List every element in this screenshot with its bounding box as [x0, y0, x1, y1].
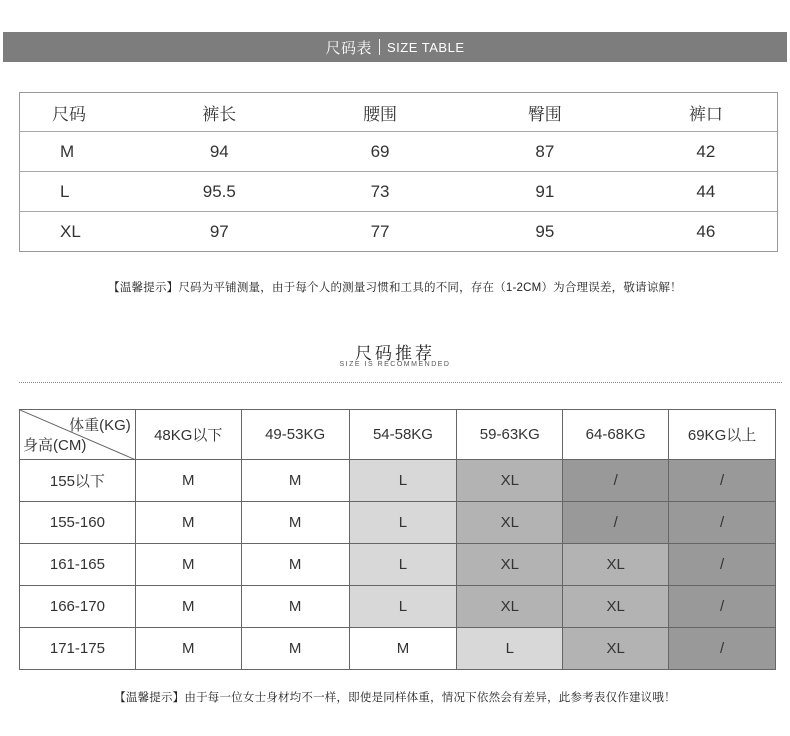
size-table-row — [20, 212, 778, 252]
height-label-cell: 166-170 — [20, 586, 136, 628]
size-header-cell: 腰围 — [305, 93, 455, 132]
recommend-cell: M — [349, 628, 457, 670]
height-label-cell: 161-165 — [20, 544, 136, 586]
recommend-cell: M — [241, 586, 349, 628]
recommend-title: 尺码推荐 — [355, 344, 435, 363]
recommend-row — [20, 460, 776, 502]
size-header-cell: 尺码 — [20, 93, 134, 132]
recommend-row — [20, 544, 776, 586]
weight-header-cell: 64-68KG — [563, 410, 669, 460]
size-cell: 95.5 — [133, 172, 305, 212]
size-cell: 77 — [370, 221, 390, 241]
size-recommend-table — [19, 409, 776, 670]
recommend-cell: / — [563, 502, 669, 544]
recommend-cell: L — [349, 502, 457, 544]
weight-header-cell: 69KG以上 — [669, 410, 776, 460]
recommend-cell: / — [669, 544, 776, 586]
recommend-cell: M — [241, 544, 349, 586]
banner-title-cn: 尺码表 — [325, 39, 372, 57]
size-cell: 91 — [455, 172, 635, 212]
recommend-row — [20, 586, 776, 628]
recommend-subtitle: SIZE IS RECOMMENDED — [339, 361, 451, 368]
recommend-tip: 【温馨提示】由于每一位女士身材均不一样，即使是同样体重，情况下依然会有差异，此参考表仅作建议哦！ — [114, 692, 676, 704]
recommend-cell: / — [563, 460, 669, 502]
size-cell: 97 — [209, 221, 229, 241]
dotted-divider — [19, 382, 782, 383]
recommend-cell: M — [135, 628, 241, 670]
recommend-header-row — [20, 410, 776, 460]
height-label-cell: 155-160 — [20, 502, 136, 544]
recommend-cell: M — [135, 586, 241, 628]
size-cell: 44 — [635, 172, 778, 212]
recommend-cell: / — [669, 502, 776, 544]
recommend-cell: / — [669, 586, 776, 628]
recommend-cell: M — [241, 628, 349, 670]
recommend-cell: M — [135, 460, 241, 502]
recommend-cell: / — [669, 628, 776, 670]
size-cell: 69 — [305, 132, 455, 172]
measurement-tip: 【温馨提示】尺码为平铺测量，由于每个人的测量习惯和工具的不同，存在（1-2CM）为合理误差，敬请谅解！ — [108, 282, 682, 294]
banner-title-en: SIZE TABLE — [387, 39, 465, 55]
height-axis-label: 身高(CM) — [23, 437, 87, 454]
recommend-row — [20, 502, 776, 544]
size-header-cell: 裤长 — [133, 93, 305, 132]
size-cell: 42 — [635, 132, 778, 172]
weight-header-cell: 54-58KG — [349, 410, 457, 460]
size-cell: 46 — [696, 221, 716, 241]
size-cell: M — [20, 132, 134, 172]
size-header-cell: 裤口 — [635, 93, 778, 132]
weight-header-cell: 48KG以下 — [135, 410, 241, 460]
recommend-row — [20, 628, 776, 670]
size-cell: XL — [60, 221, 81, 241]
recommend-cell: XL — [457, 544, 563, 586]
size-table-banner — [3, 32, 787, 62]
recommend-cell: XL — [457, 586, 563, 628]
recommend-cell: XL — [563, 586, 669, 628]
corner-header-cell — [20, 410, 136, 460]
recommend-cell: L — [349, 586, 457, 628]
size-cell: 95 — [535, 221, 555, 241]
height-label-cell: 155以下 — [20, 460, 136, 502]
height-label-cell: 171-175 — [20, 628, 136, 670]
size-header-cell: 臀围 — [455, 93, 635, 132]
recommend-cell: XL — [563, 544, 669, 586]
recommend-cell: XL — [563, 628, 669, 670]
recommend-cell: M — [241, 460, 349, 502]
size-cell: 73 — [305, 172, 455, 212]
recommend-cell: M — [135, 544, 241, 586]
recommend-cell: XL — [457, 460, 563, 502]
size-cell: 87 — [455, 132, 635, 172]
size-table-row — [20, 172, 778, 212]
recommend-cell: L — [349, 544, 457, 586]
weight-header-cell: 49-53KG — [241, 410, 349, 460]
recommend-cell: XL — [457, 502, 563, 544]
banner-divider — [379, 39, 380, 55]
recommend-cell: M — [241, 502, 349, 544]
size-cell: L — [20, 172, 134, 212]
recommend-cell: / — [669, 460, 776, 502]
recommend-cell: L — [349, 460, 457, 502]
weight-header-cell: 59-63KG — [457, 410, 563, 460]
recommend-cell: M — [135, 502, 241, 544]
weight-axis-label: 体重(KG) — [69, 417, 131, 434]
size-table-row — [20, 132, 778, 172]
size-table-header-row — [20, 93, 778, 132]
size-cell: 94 — [133, 132, 305, 172]
recommend-cell: L — [457, 628, 563, 670]
size-table — [19, 92, 778, 252]
